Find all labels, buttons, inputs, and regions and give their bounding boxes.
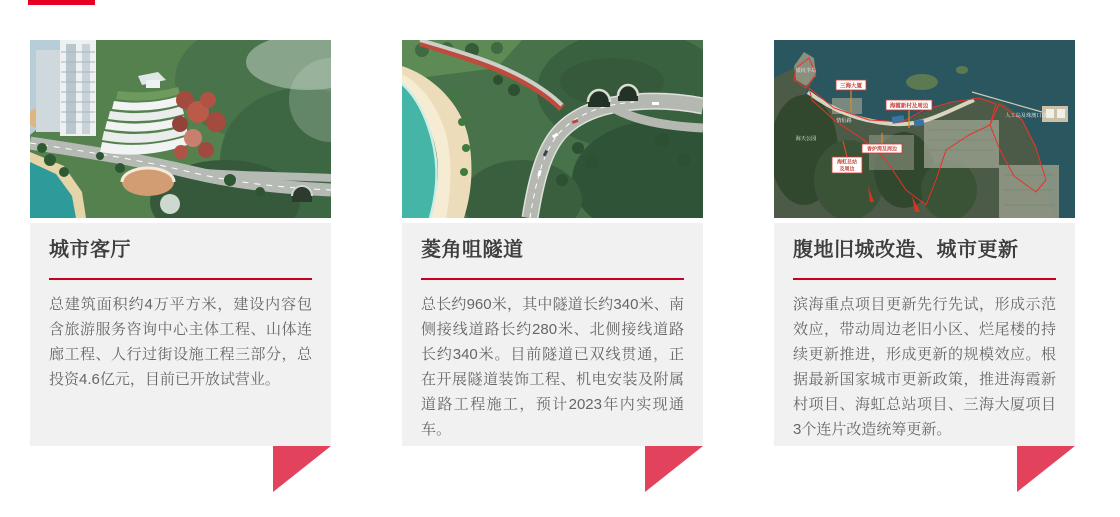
title-divider <box>421 278 684 280</box>
card-title: 腹地旧城改造、城市更新 <box>793 239 1019 261</box>
page-accent-bar <box>28 0 95 5</box>
card-title: 城市客厅 <box>49 239 131 261</box>
title-divider <box>49 278 312 280</box>
card-panel <box>30 223 331 446</box>
card-panel <box>402 223 703 446</box>
map-label-xingluwan: 香炉湾及周边 <box>866 146 898 153</box>
map-label-peninsula: 银坑半岛 <box>795 68 817 74</box>
map-label-sanhai-daxia: 三海大厦 <box>839 83 863 90</box>
card-description: 总建筑面积约4万平方米，建设内容包含旅游服务咨询中心主体工程、山体连廊工程、人行过街设施工程三部分，总投资4.6亿元，目前已开放试营业。 <box>49 296 312 388</box>
card-image-satellite-map <box>774 40 1075 218</box>
map-label-haitian-park: 海天公园 <box>795 136 817 142</box>
map-label-haihong-line1: 海虹总站 <box>836 159 858 166</box>
ribbon-corner-flag <box>1017 446 1075 492</box>
card-image-tunnel <box>402 40 703 218</box>
card-city-living-room <box>30 40 331 446</box>
map-label-qinglv-road: 情侣路 <box>836 118 852 124</box>
project-cards-row <box>30 40 1075 446</box>
satellite-map-urban-renewal-image <box>774 40 1075 218</box>
aerial-render-city-living-room-image <box>30 40 331 218</box>
ribbon-corner-flag <box>273 446 331 492</box>
map-label-artificial-island: 人工岛及珠澳口岸 <box>1005 113 1047 119</box>
card-description: 滨海重点项目更新先行先试，形成示范效应，带动周边老旧小区、烂尾楼的持续更新推进，形成更新的规模效应。根据最新国家城市更新政策，推进海霞新村项目、海虹总站项目、三海大厦项目3个连片改造统筹更新。 <box>793 296 1056 438</box>
ribbon-corner-flag <box>645 446 703 492</box>
card-description: 总长约960米，其中隧道长约340米、南侧接线道路长约280米、北侧接线道路长约340米。目前隧道已双线贯通，正在开展隧道装饰工程、机电安装及附属道路工程施工，预计2023年内实现通车。 <box>421 296 684 438</box>
card-title: 菱角咀隧道 <box>421 239 524 261</box>
title-divider <box>793 278 1056 280</box>
card-lingjiaozui-tunnel <box>402 40 703 446</box>
aerial-photo-coast-road-tunnel-image <box>402 40 703 218</box>
card-panel <box>774 223 1075 446</box>
map-label-haixia-xincun: 海霞新村及周边 <box>889 103 929 110</box>
map-label-haihong-line2: 及周边 <box>839 166 855 173</box>
card-image-city-living-room <box>30 40 331 218</box>
card-urban-renewal <box>774 40 1075 446</box>
